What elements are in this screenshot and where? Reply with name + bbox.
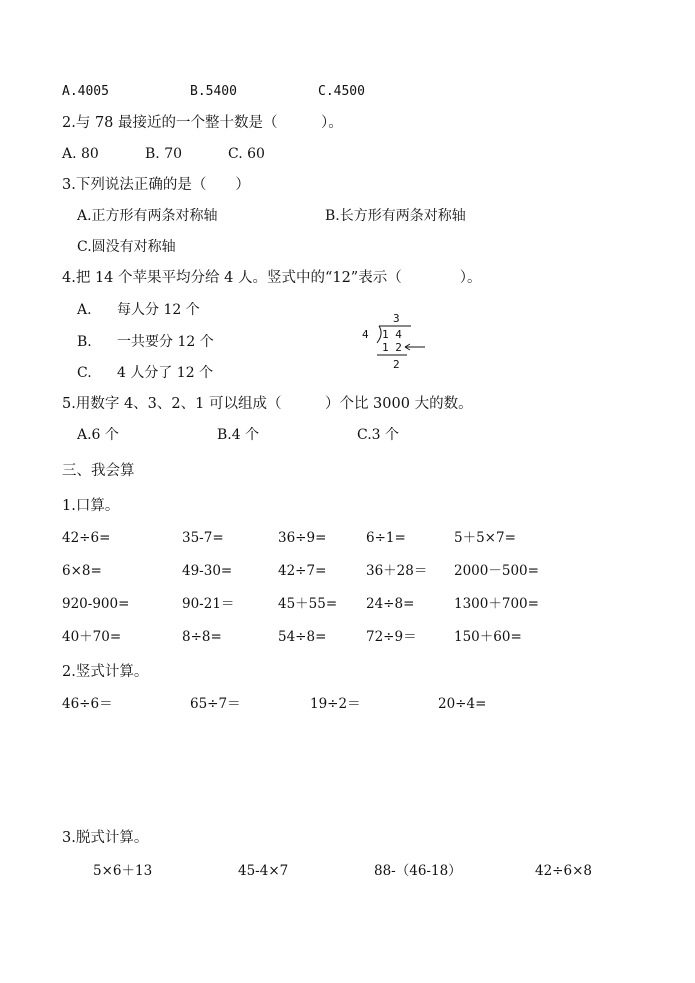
oral-item: 36＋28＝ bbox=[366, 563, 428, 579]
oral-item: 150＋60= bbox=[454, 629, 522, 645]
oral-item: 2000－500= bbox=[454, 563, 539, 579]
division-remainder: 2 bbox=[393, 358, 400, 371]
section-3-title: 三、我会算 bbox=[62, 463, 135, 479]
q5-stem: 5.用数字 4、3、2、1 可以组成（ ）个比 3000 大的数。 bbox=[62, 396, 473, 412]
q2-option-c: C. 60 bbox=[228, 146, 265, 162]
stepwise-item: 88-（46-18） bbox=[374, 863, 462, 879]
division-quotient: 3 bbox=[393, 312, 400, 325]
oral-item: 49-30= bbox=[182, 563, 233, 579]
oral-item: 42÷6= bbox=[62, 530, 111, 546]
oral-item: 90-21＝ bbox=[182, 596, 235, 612]
stepwise-item: 45-4×7 bbox=[238, 863, 289, 879]
q2-option-a: A. 80 bbox=[62, 146, 99, 162]
oral-item: 920-900= bbox=[62, 596, 130, 612]
q4-stem: 4.把 14 个苹果平均分给 4 人。竖式中的“12”表示（ ）。 bbox=[62, 270, 482, 286]
vertical-item: 46÷6＝ bbox=[62, 696, 113, 712]
q2-stem: 2.与 78 最接近的一个整十数是（ ）。 bbox=[62, 115, 343, 131]
q3-option-c: C.圆没有对称轴 bbox=[77, 239, 176, 255]
oral-item: 72÷9＝ bbox=[366, 629, 417, 645]
vertical-item: 65÷7＝ bbox=[190, 696, 241, 712]
q1-option-c: C.4500 bbox=[318, 84, 365, 99]
oral-item: 35-7= bbox=[182, 530, 224, 546]
oral-item: 24÷8= bbox=[366, 596, 415, 612]
q3-option-a: A.正方形有两条对称轴 bbox=[77, 208, 218, 224]
q4-option-c-text: 4 人分了 12 个 bbox=[117, 365, 214, 381]
division-bracket bbox=[377, 326, 381, 343]
q4-option-a-letter: A. bbox=[77, 302, 92, 318]
division-product: 1 2 bbox=[382, 341, 402, 354]
q5-option-a: A.6 个 bbox=[77, 427, 119, 443]
oral-calc-title: 1.口算。 bbox=[62, 498, 120, 514]
oral-item: 54÷8= bbox=[278, 629, 327, 645]
q4-option-b-letter: B. bbox=[77, 334, 92, 350]
q3-option-b: B.长方形有两条对称轴 bbox=[325, 208, 466, 224]
stepwise-item: 42÷6×8 bbox=[535, 863, 592, 879]
division-divisor: 4 bbox=[362, 328, 369, 341]
q4-option-a-text: 每人分 12 个 bbox=[117, 302, 200, 318]
stepwise-item: 5×6＋13 bbox=[93, 863, 153, 879]
oral-item: 45＋55= bbox=[278, 596, 338, 612]
oral-item: 5＋5×7= bbox=[454, 530, 516, 546]
oral-item: 40＋70= bbox=[62, 629, 122, 645]
q4-option-b-text: 一共要分 12 个 bbox=[117, 334, 214, 350]
oral-item: 42÷7= bbox=[278, 563, 327, 579]
oral-item: 6×8= bbox=[62, 563, 102, 579]
vertical-calc-title: 2.竖式计算。 bbox=[62, 664, 149, 680]
stepwise-calc-title: 3.脱式计算。 bbox=[62, 830, 149, 846]
oral-item: 1300＋700= bbox=[454, 596, 539, 612]
q5-option-c: C.3 个 bbox=[357, 427, 400, 443]
q4-option-c-letter: C. bbox=[77, 365, 92, 381]
q2-option-b: B. 70 bbox=[145, 146, 183, 162]
q5-option-b: B.4 个 bbox=[217, 427, 260, 443]
q1-option-b: B.5400 bbox=[190, 84, 237, 99]
oral-item: 6÷1= bbox=[366, 530, 406, 546]
oral-item: 8÷8= bbox=[182, 629, 222, 645]
division-dividend: 1 4 bbox=[382, 328, 402, 341]
vertical-item: 20÷4= bbox=[438, 696, 487, 712]
long-division-figure bbox=[355, 308, 435, 376]
oral-item: 36÷9= bbox=[278, 530, 327, 546]
q1-option-a: A.4005 bbox=[62, 84, 109, 99]
vertical-item: 19÷2＝ bbox=[310, 696, 361, 712]
q3-stem: 3.下列说法正确的是（ ） bbox=[62, 177, 250, 193]
